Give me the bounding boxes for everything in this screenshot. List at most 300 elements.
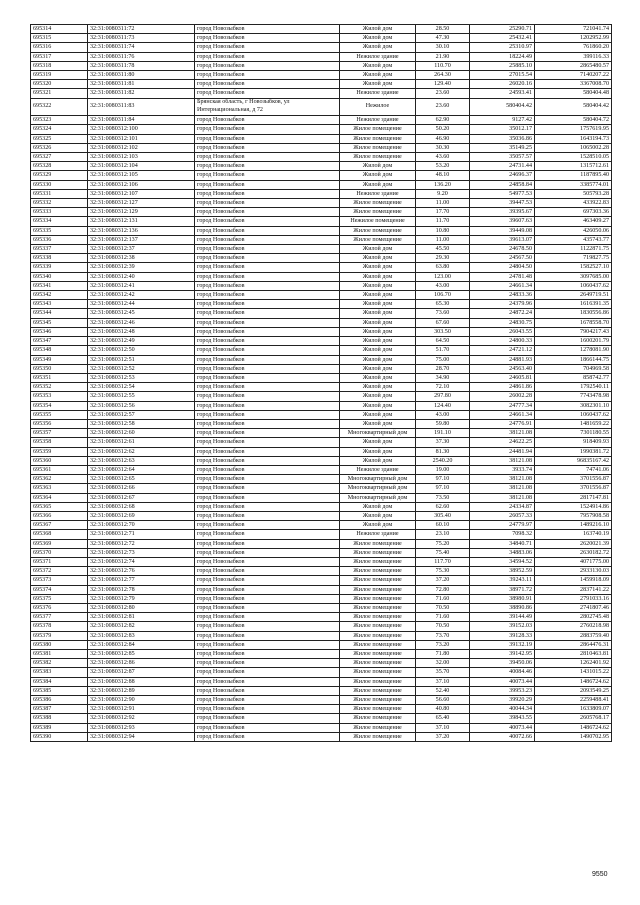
table-row [31,557,612,566]
cell-unit-value: 35149.25 [470,143,535,152]
cell-unit-value: 39128.33 [470,631,535,640]
cell-row-id: 695360 [31,456,88,465]
cell-unit-value: 24858.84 [470,180,535,189]
cell-cadastral-number: 32:31:0080312:102 [88,143,195,152]
cell-cadastral-value: 1481659.22 [535,419,612,428]
cell-row-id: 695339 [31,263,88,272]
table-row [31,548,612,557]
table-row [31,134,612,143]
cell-object-type: Жилой дом [340,80,416,89]
cell-object-type: Жилой дом [340,272,416,281]
cell-area: 37.10 [416,723,470,732]
cell-unit-value: 24678.50 [470,245,535,254]
cell-object-type: Жилое помещение [340,208,416,217]
cell-cadastral-number: 32:31:0080312:94 [88,732,195,741]
cell-unit-value: 26057.33 [470,511,535,520]
cell-object-type: Жилое помещение [340,696,416,705]
cell-cadastral-value: 704969.58 [535,364,612,373]
cell-address: город Новозыбков [195,346,340,355]
cell-object-type: Жилое помещение [340,603,416,612]
cell-row-id: 695331 [31,189,88,198]
cell-row-id: 695348 [31,346,88,355]
table-row [31,650,612,659]
cell-cadastral-value: 1616391.35 [535,300,612,309]
cell-address: город Новозыбков [195,162,340,171]
cell-area: 73.20 [416,640,470,649]
cell-object-type: Жилое помещение [340,686,416,695]
table-row [31,705,612,714]
cell-area: 37.20 [416,576,470,585]
cell-area: 71.60 [416,594,470,603]
cell-unit-value: 26002.28 [470,392,535,401]
table-row [31,383,612,392]
cell-object-type: Жилое помещение [340,677,416,686]
cell-area: 51.70 [416,346,470,355]
cell-cadastral-value: 2817147.81 [535,493,612,502]
table-row [31,484,612,493]
cell-object-type: Жилой дом [340,34,416,43]
cell-address: город Новозыбков [195,650,340,659]
cell-address: город Новозыбков [195,364,340,373]
table-row [31,34,612,43]
cell-address: город Новозыбков [195,43,340,52]
cell-area: 110.70 [416,61,470,70]
cell-unit-value: 34840.71 [470,539,535,548]
cell-object-type: Жилой дом [340,337,416,346]
cell-cadastral-number: 32:31:0080312:52 [88,364,195,373]
cell-cadastral-number: 32:31:0080312:80 [88,603,195,612]
cell-object-type: Жилой дом [340,373,416,382]
cell-cadastral-number: 32:31:0080311:81 [88,80,195,89]
cell-address: город Новозыбков [195,327,340,336]
table-row [31,162,612,171]
cell-unit-value: 39395.67 [470,208,535,217]
cell-object-type: Нежилое помещение [340,217,416,226]
cell-area: 28.50 [416,25,470,34]
cell-cadastral-value: 858742.77 [535,373,612,382]
cell-cadastral-value: 2933130.03 [535,567,612,576]
cell-cadastral-number: 32:31:0080312:87 [88,668,195,677]
cell-cadastral-value: 96835167.42 [535,456,612,465]
cell-area: 23.60 [416,89,470,98]
cell-area: 30.10 [416,43,470,52]
cell-unit-value: 24563.40 [470,364,535,373]
cell-cadastral-value: 163740.19 [535,530,612,539]
cell-area: 97.10 [416,484,470,493]
table-row [31,125,612,134]
cell-cadastral-number: 32:31:0080312:61 [88,438,195,447]
cell-cadastral-number: 32:31:0080312:66 [88,484,195,493]
cell-object-type: Многоквартирный дом [340,475,416,484]
table-row [31,622,612,631]
cell-cadastral-value: 721041.74 [535,25,612,34]
table-row [31,199,612,208]
cell-object-type: Жилое помещение [340,576,416,585]
table-row [31,539,612,548]
cell-unit-value: 54977.53 [470,189,535,198]
cell-address: город Новозыбков [195,199,340,208]
cell-cadastral-number: 32:31:0080312:49 [88,337,195,346]
cell-row-id: 695314 [31,25,88,34]
table-row [31,668,612,677]
table-row [31,576,612,585]
cell-row-id: 695365 [31,502,88,511]
cell-object-type: Жилой дом [340,25,416,34]
cell-row-id: 695320 [31,80,88,89]
cell-area: 35.70 [416,668,470,677]
cell-cadastral-number: 32:31:0080311:73 [88,34,195,43]
cell-address: город Новозыбков [195,705,340,714]
cell-unit-value: 24861.86 [470,383,535,392]
cell-area: 75.40 [416,548,470,557]
cell-cadastral-value: 1486724.62 [535,677,612,686]
cell-unit-value: 25310.97 [470,43,535,52]
cell-cadastral-value: 3701556.87 [535,484,612,493]
cell-area: 65.40 [416,714,470,723]
cell-unit-value: 25432.41 [470,34,535,43]
cell-row-id: 695380 [31,640,88,649]
cell-unit-value: 38980.91 [470,594,535,603]
cell-area: 37.10 [416,677,470,686]
cell-row-id: 695389 [31,723,88,732]
cell-row-id: 695340 [31,272,88,281]
cell-row-id: 695353 [31,392,88,401]
cell-cadastral-value: 697303.36 [535,208,612,217]
cell-unit-value: 39953.23 [470,686,535,695]
cell-area: 2540.20 [416,456,470,465]
cell-area: 23.10 [416,530,470,539]
cell-object-type: Жилое помещение [340,539,416,548]
cell-address: город Новозыбков [195,438,340,447]
cell-object-type: Жилой дом [340,263,416,272]
cell-address: Брянская область, г Новозыбков, ул Интернациональная, д 72 [195,98,340,116]
cell-area: 9.20 [416,189,470,198]
table-row [31,521,612,530]
cell-unit-value: 9127.42 [470,116,535,125]
cell-unit-value: 40072.66 [470,732,535,741]
cell-row-id: 695341 [31,281,88,290]
cell-address: город Новозыбков [195,373,340,382]
cell-area: 23.60 [416,98,470,116]
table-row [31,714,612,723]
cell-area: 19.00 [416,465,470,474]
cell-unit-value: 39449.08 [470,226,535,235]
cell-cadastral-value: 7904217.43 [535,327,612,336]
cell-object-type: Жилой дом [340,346,416,355]
cell-unit-value: 24605.81 [470,373,535,382]
cell-row-id: 695361 [31,465,88,474]
table-row [31,447,612,456]
cell-object-type: Жилой дом [340,281,416,290]
cell-row-id: 695385 [31,686,88,695]
table-row [31,226,612,235]
cell-unit-value: 34594.52 [470,557,535,566]
cell-object-type: Жилое помещение [340,548,416,557]
cell-cadastral-value: 4071775.00 [535,557,612,566]
cell-cadastral-number: 32:31:0080312:56 [88,401,195,410]
cell-row-id: 695364 [31,493,88,502]
table-row [31,346,612,355]
cell-cadastral-value: 2864476.31 [535,640,612,649]
cell-object-type: Жилое помещение [340,723,416,732]
cell-unit-value: 40044.34 [470,705,535,714]
registry-table [30,24,612,742]
cell-area: 136.20 [416,180,470,189]
cell-cadastral-value: 2259488.41 [535,696,612,705]
cell-address: город Новозыбков [195,521,340,530]
cell-cadastral-number: 32:31:0080312:55 [88,392,195,401]
cell-cadastral-value: 1486724.62 [535,723,612,732]
cell-address: город Новозыбков [195,511,340,520]
cell-cadastral-value: 1866144.75 [535,355,612,364]
cell-area: 40.80 [416,705,470,714]
cell-object-type: Жилое помещение [340,714,416,723]
cell-cadastral-number: 32:31:0080312:37 [88,245,195,254]
cell-unit-value: 24696.37 [470,171,535,180]
cell-area: 62.90 [416,116,470,125]
cell-unit-value: 40073.44 [470,677,535,686]
cell-cadastral-number: 32:31:0080311:76 [88,52,195,61]
cell-area: 43.00 [416,410,470,419]
cell-row-id: 695351 [31,373,88,382]
cell-address: город Новозыбков [195,475,340,484]
cell-unit-value: 39144.49 [470,613,535,622]
cell-object-type: Жилой дом [340,521,416,530]
cell-address: город Новозыбков [195,557,340,566]
cell-row-id: 695382 [31,659,88,668]
cell-row-id: 695319 [31,71,88,80]
cell-row-id: 695338 [31,254,88,263]
cell-object-type: Жилой дом [340,364,416,373]
cell-area: 11.00 [416,235,470,244]
cell-unit-value: 24731.44 [470,162,535,171]
table-row [31,281,612,290]
cell-cadastral-value: 1060437.62 [535,281,612,290]
cell-area: 305.40 [416,511,470,520]
cell-object-type: Нежилое здание [340,52,416,61]
table-row [31,80,612,89]
table-row [31,355,612,364]
table-row [31,585,612,594]
cell-row-id: 695315 [31,34,88,43]
cell-cadastral-value: 2620021.39 [535,539,612,548]
cell-unit-value: 38121.08 [470,456,535,465]
table-row [31,613,612,622]
cell-cadastral-number: 32:31:0080312:70 [88,521,195,530]
cell-cadastral-number: 32:31:0080312:58 [88,419,195,428]
cell-address: город Новозыбков [195,401,340,410]
cell-cadastral-value: 918409.93 [535,438,612,447]
cell-cadastral-value: 2760218.98 [535,622,612,631]
cell-object-type: Жилое помещение [340,594,416,603]
cell-cadastral-value: 1643194.73 [535,134,612,143]
cell-object-type: Жилой дом [340,254,416,263]
cell-cadastral-number: 32:31:0080312:69 [88,511,195,520]
cell-cadastral-value: 1065002.28 [535,143,612,152]
cell-object-type: Жилой дом [340,456,416,465]
cell-area: 62.60 [416,502,470,511]
cell-row-id: 695325 [31,134,88,143]
cell-address: город Новозыбков [195,585,340,594]
table-row [31,208,612,217]
cell-object-type: Жилое помещение [340,153,416,162]
table-row [31,631,612,640]
cell-address: город Новозыбков [195,631,340,640]
cell-row-id: 695357 [31,429,88,438]
cell-area: 70.50 [416,603,470,612]
cell-cadastral-value: 1060437.62 [535,410,612,419]
table-row [31,475,612,484]
cell-row-id: 695336 [31,235,88,244]
cell-cadastral-value: 7957908.58 [535,511,612,520]
cell-address: город Новозыбков [195,732,340,741]
cell-area: 34.90 [416,373,470,382]
cell-address: город Новозыбков [195,34,340,43]
cell-unit-value: 39450.06 [470,659,535,668]
cell-object-type: Жилой дом [340,511,416,520]
cell-area: 52.40 [416,686,470,695]
cell-unit-value: 27015.54 [470,71,535,80]
cell-row-id: 695330 [31,180,88,189]
cell-row-id: 695354 [31,401,88,410]
cell-cadastral-value: 1262401.92 [535,659,612,668]
cell-cadastral-value: 1431015.22 [535,668,612,677]
cell-object-type: Жилой дом [340,410,416,419]
cell-row-id: 695332 [31,199,88,208]
table-row [31,677,612,686]
cell-address: город Новозыбков [195,714,340,723]
cell-cadastral-value: 426050.06 [535,226,612,235]
cell-cadastral-number: 32:31:0080312:60 [88,429,195,438]
cell-cadastral-number: 32:31:0080312:48 [88,327,195,336]
cell-cadastral-number: 32:31:0080312:100 [88,125,195,134]
cell-unit-value: 39447.53 [470,199,535,208]
cell-address: город Новозыбков [195,254,340,263]
cell-object-type: Жилой дом [340,419,416,428]
cell-cadastral-number: 32:31:0080312:90 [88,696,195,705]
cell-area: 70.50 [416,622,470,631]
cell-cadastral-number: 32:31:0080312:76 [88,567,195,576]
cell-unit-value: 24800.33 [470,337,535,346]
cell-unit-value: 24804.50 [470,263,535,272]
cell-area: 53.20 [416,162,470,171]
cell-unit-value: 580404.42 [470,98,535,116]
cell-object-type: Жилое помещение [340,705,416,714]
cell-cadastral-number: 32:31:0080311:82 [88,89,195,98]
cell-cadastral-value: 3367008.70 [535,80,612,89]
cell-object-type: Жилое помещение [340,622,416,631]
cell-row-id: 695347 [31,337,88,346]
cell-address: город Новозыбков [195,548,340,557]
cell-object-type: Жилой дом [340,61,416,70]
cell-cadastral-value: 580404.42 [535,98,612,116]
cell-cadastral-value: 1582527.10 [535,263,612,272]
cell-cadastral-number: 32:31:0080312:54 [88,383,195,392]
cell-row-id: 695344 [31,309,88,318]
cell-object-type: Жилой дом [340,162,416,171]
cell-unit-value: 24776.91 [470,419,535,428]
cell-area: 97.10 [416,475,470,484]
cell-address: город Новозыбков [195,300,340,309]
cell-area: 129.40 [416,80,470,89]
cell-area: 71.80 [416,650,470,659]
cell-address: город Новозыбков [195,613,340,622]
cell-object-type: Жилое помещение [340,650,416,659]
cell-area: 47.30 [416,34,470,43]
cell-object-type: Жилое помещение [340,668,416,677]
table-row [31,318,612,327]
table-row [31,364,612,373]
cell-address: город Новозыбков [195,419,340,428]
cell-cadastral-number: 32:31:0080312:68 [88,502,195,511]
cell-row-id: 695381 [31,650,88,659]
cell-cadastral-number: 32:31:0080312:46 [88,318,195,327]
cell-address: город Новозыбков [195,640,340,649]
cell-cadastral-number: 32:31:0080312:127 [88,199,195,208]
cell-address: город Новозыбков [195,116,340,125]
cell-cadastral-number: 32:31:0080312:92 [88,714,195,723]
table-row [31,43,612,52]
cell-row-id: 695358 [31,438,88,447]
cell-cadastral-number: 32:31:0080312:50 [88,346,195,355]
table-row [31,659,612,668]
cell-address: город Новозыбков [195,143,340,152]
cell-object-type: Жилой дом [340,327,416,336]
table-row [31,89,612,98]
table-row [31,71,612,80]
cell-address: город Новозыбков [195,71,340,80]
cell-unit-value: 24830.75 [470,318,535,327]
cell-cadastral-number: 32:31:0080312:86 [88,659,195,668]
cell-cadastral-value: 580404.72 [535,116,612,125]
table-row [31,401,612,410]
cell-area: 29.30 [416,254,470,263]
cell-unit-value: 3933.74 [470,465,535,474]
cell-unit-value: 39613.07 [470,235,535,244]
cell-address: город Новозыбков [195,576,340,585]
cell-address: город Новозыбков [195,89,340,98]
cell-cadastral-number: 32:31:0080311:80 [88,71,195,80]
table-row [31,153,612,162]
cell-address: город Новозыбков [195,180,340,189]
cell-cadastral-value: 2741807.46 [535,603,612,612]
cell-address: город Новозыбков [195,502,340,511]
cell-unit-value: 18224.49 [470,52,535,61]
cell-area: 43.60 [416,153,470,162]
cell-object-type: Нежилое [340,98,416,116]
cell-area: 48.10 [416,171,470,180]
cell-unit-value: 38121.08 [470,484,535,493]
table-row [31,438,612,447]
cell-area: 191.10 [416,429,470,438]
cell-address: город Новозыбков [195,447,340,456]
cell-area: 10.80 [416,226,470,235]
cell-cadastral-value: 1528510.05 [535,153,612,162]
cell-area: 60.10 [416,521,470,530]
cell-cadastral-number: 32:31:0080312:103 [88,153,195,162]
cell-cadastral-number: 32:31:0080311:83 [88,98,195,116]
cell-unit-value: 39132.19 [470,640,535,649]
cell-cadastral-value: 1757619.95 [535,125,612,134]
table-row [31,686,612,695]
cell-area: 65.30 [416,300,470,309]
cell-object-type: Жилой дом [340,318,416,327]
table-row [31,456,612,465]
cell-row-id: 695317 [31,52,88,61]
cell-area: 11.00 [416,199,470,208]
cell-row-id: 695350 [31,364,88,373]
cell-cadastral-number: 32:31:0080312:105 [88,171,195,180]
